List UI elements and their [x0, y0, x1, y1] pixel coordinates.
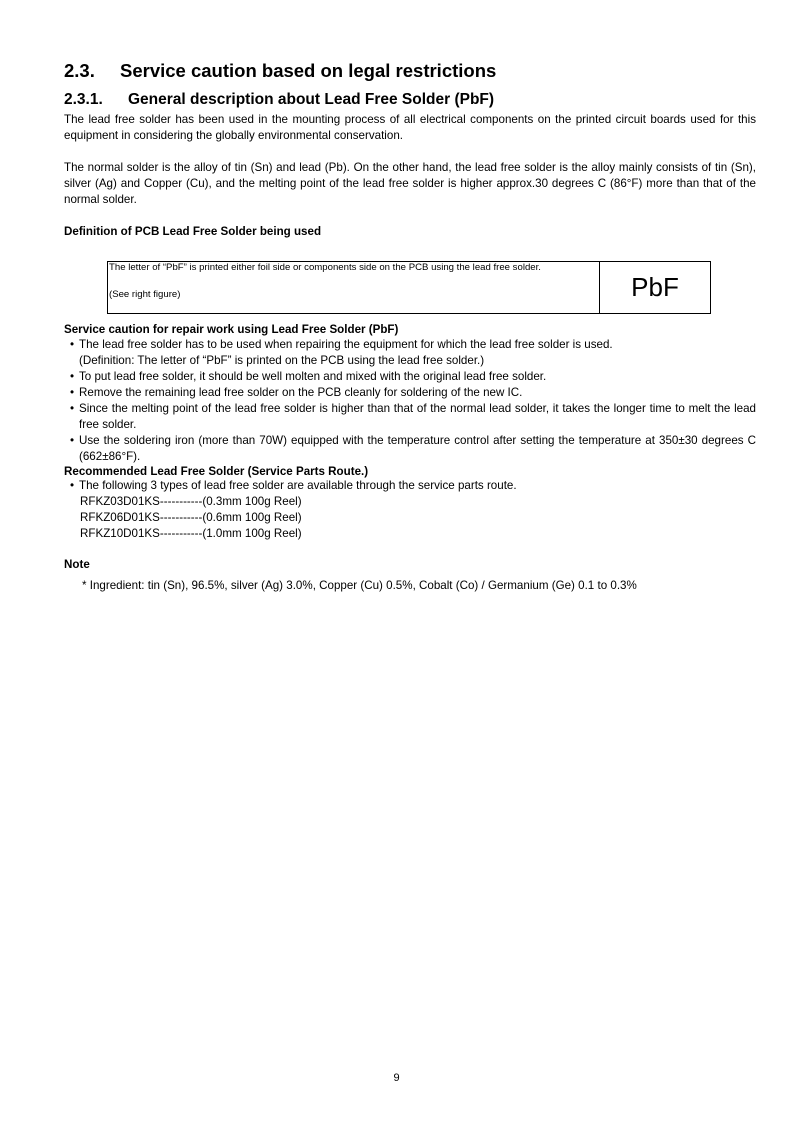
bullet-mark: • — [70, 338, 75, 351]
list-item-text: Since the melting point of the lead free solder is higher than that of the normal lead solder, it takes the longer time to melt the lead free solder. — [79, 402, 756, 431]
definition-heading: Definition of PCB Lead Free Solder being used — [64, 225, 322, 238]
section-title: Service caution based on legal restrictions — [120, 60, 497, 81]
list-item-text: Remove the remaining lead free solder on the PCB cleanly for soldering of the new IC. — [79, 386, 523, 399]
paragraph-normal-solder: The normal solder is the alloy of tin (Sn) and lead (Pb). On the other hand, the lead free solder is the alloy mainly consists of tin (Sn), silver (Ag) and Copper (Cu), and the melting point of the lead free solder is higher approx.30 degrees C (86°F) more than that of the normal solder. — [64, 161, 756, 206]
bullet-mark: • — [70, 479, 75, 492]
list-item — [64, 401, 756, 433]
bullet-mark: • — [70, 386, 75, 399]
bullet-mark: • — [70, 434, 75, 447]
recommended-solder-heading: Recommended Lead Free Solder (Service Parts Route.) — [64, 465, 369, 478]
list-item — [64, 385, 756, 401]
service-caution-heading: Service caution for repair work using Lead Free Solder (PbF) — [64, 323, 399, 336]
subsection-title: General description about Lead Free Solder (PbF) — [128, 91, 495, 108]
bullet-mark: • — [70, 370, 75, 383]
solder-parts-list — [80, 494, 302, 542]
subsection-heading — [64, 91, 494, 109]
list-item — [64, 369, 756, 385]
paragraph-intro: The lead free solder has been used in the mounting process of all electrical components on the printed circuit boards used for this equipment in considering the globally environmental conservation. — [64, 113, 756, 142]
list-item-text: The lead free solder has to be used when repairing the equipment for which the lead free solder is used. — [79, 338, 613, 351]
service-caution-list — [64, 337, 756, 465]
bullet-mark: • — [70, 402, 75, 415]
section-heading — [64, 60, 496, 82]
note-text: * Ingredient: tin (Sn), 96.5%, silver (Ag) 3.0%, Copper (Cu) 0.5%, Cobalt (Co) / Germanium (Ge) 0.1 to 0.3% — [82, 579, 637, 592]
list-item-text: Use the soldering iron (more than 70W) equipped with the temperature control after setting the temperature at 350±30 degrees C (662±86°F). — [79, 434, 756, 463]
list-item — [64, 433, 756, 465]
subsection-number: 2.3.1. — [64, 91, 103, 108]
list-item-text: The following 3 types of lead free solder are available through the service parts route. — [79, 479, 517, 492]
list-item — [64, 478, 756, 494]
definition-note: (Definition: The letter of “PbF” is printed on the PCB using the lead free solder.) — [79, 354, 485, 367]
solder-part-line: RFKZ10D01KS-----------(1.0mm 100g Reel) — [80, 527, 302, 540]
solder-part-line: RFKZ06D01KS-----------(0.6mm 100g Reel) — [80, 511, 302, 524]
pbf-description-cell — [108, 262, 600, 313]
note-heading: Note — [64, 558, 90, 571]
list-item-text: To put lead free solder, it should be well molten and mixed with the original lead free solder. — [79, 370, 547, 383]
pbf-mark-figure: PbF — [631, 272, 679, 302]
section-number: 2.3. — [64, 60, 95, 81]
recommended-solder-list — [64, 478, 756, 494]
list-item — [64, 337, 756, 369]
pbf-description-line: The letter of “PbF” is printed either foil side or components side on the PCB using the lead free solder. — [109, 262, 541, 273]
solder-part-line: RFKZ03D01KS-----------(0.3mm 100g Reel) — [80, 495, 302, 508]
page-number: 9 — [393, 1072, 400, 1084]
pbf-definition-table — [107, 261, 711, 314]
pbf-see-figure-line: (See right figure) — [109, 289, 181, 300]
